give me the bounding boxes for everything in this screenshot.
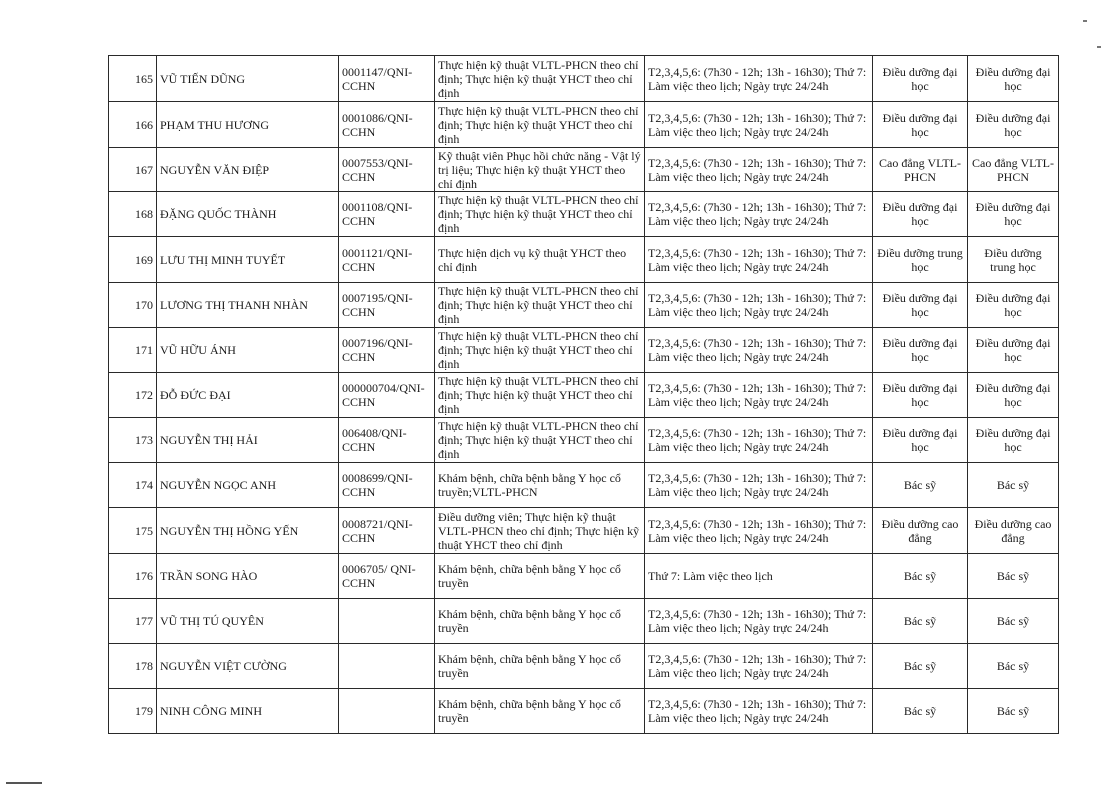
- practice-scope: Khám bệnh, chữa bệnh bằng Y học cổ truyền;VLTL-PHCN: [435, 463, 645, 508]
- staff-name: NINH CÔNG MINH: [157, 689, 339, 734]
- working-hours: T2,3,4,5,6: (7h30 - 12h; 13h - 16h30); Thứ 7: Làm việc theo lịch; Ngày trực 24/24h: [645, 644, 873, 689]
- practice-scope: Thực hiện kỹ thuật VLTL-PHCN theo chỉ định; Thực hiện kỹ thuật YHCT theo chỉ định: [435, 192, 645, 237]
- professional-title: Bác sỹ: [968, 463, 1059, 508]
- certificate-number: 0007195/QNI-CCHN: [339, 283, 435, 328]
- professional-title: Bác sỹ: [968, 599, 1059, 644]
- staff-name: NGUYỄN VĂN ĐIỆP: [157, 148, 339, 192]
- certificate-number: 000000704/QNI-CCHN: [339, 373, 435, 418]
- staff-roster-table: [108, 55, 1059, 734]
- table-row: [109, 56, 1059, 102]
- table-row: [109, 599, 1059, 644]
- table-row: [109, 644, 1059, 689]
- professional-title: Điều dưỡng trung học: [968, 237, 1059, 283]
- professional-title: Điều dưỡng đại học: [968, 418, 1059, 463]
- row-number: 171: [109, 328, 157, 373]
- professional-title: Bác sỹ: [968, 554, 1059, 599]
- practice-scope: Thực hiện kỹ thuật VLTL-PHCN theo chỉ định; Thực hiện kỹ thuật YHCT theo chỉ định: [435, 373, 645, 418]
- certificate-number: 0006705/ QNI-CCHN: [339, 554, 435, 599]
- table-row: [109, 373, 1059, 418]
- table-row: [109, 237, 1059, 283]
- row-number: 178: [109, 644, 157, 689]
- practice-scope: Khám bệnh, chữa bệnh bằng Y học cổ truyền: [435, 689, 645, 734]
- row-number: 173: [109, 418, 157, 463]
- professional-title: Điều dưỡng đại học: [968, 328, 1059, 373]
- working-hours: T2,3,4,5,6: (7h30 - 12h; 13h - 16h30); Thứ 7: Làm việc theo lịch; Ngày trực 24/24h: [645, 373, 873, 418]
- working-hours: T2,3,4,5,6: (7h30 - 12h; 13h - 16h30); Thứ 7: Làm việc theo lịch; Ngày trực 24/24h: [645, 56, 873, 102]
- table-row: [109, 508, 1059, 554]
- row-number: 175: [109, 508, 157, 554]
- working-hours: T2,3,4,5,6: (7h30 - 12h; 13h - 16h30); Thứ 7: Làm việc theo lịch; Ngày trực 24/24h: [645, 418, 873, 463]
- row-number: 166: [109, 102, 157, 148]
- certificate-number: 0008721/QNI-CCHN: [339, 508, 435, 554]
- working-hours: Thứ 7: Làm việc theo lịch: [645, 554, 873, 599]
- practice-scope: Điều dưỡng viên; Thực hiện kỹ thuật VLTL-PHCN theo chỉ định; Thực hiện kỹ thuật YHCT theo chỉ định: [435, 508, 645, 554]
- qualification: Bác sỹ: [873, 644, 968, 689]
- professional-title: Bác sỹ: [968, 644, 1059, 689]
- practice-scope: Thực hiện kỹ thuật VLTL-PHCN theo chỉ định; Thực hiện kỹ thuật YHCT theo chỉ định: [435, 328, 645, 373]
- table-row: [109, 689, 1059, 734]
- qualification: Điều dưỡng đại học: [873, 328, 968, 373]
- table-row: [109, 102, 1059, 148]
- table-row: [109, 418, 1059, 463]
- professional-title: Điều dưỡng cao đẳng: [968, 508, 1059, 554]
- qualification: Bác sỹ: [873, 689, 968, 734]
- staff-name: NGUYỄN THỊ HỒNG YẾN: [157, 508, 339, 554]
- certificate-number: 0001086/QNI-CCHN: [339, 102, 435, 148]
- qualification: Cao đẳng VLTL-PHCN: [873, 148, 968, 192]
- qualification: Điều dưỡng đại học: [873, 283, 968, 328]
- working-hours: T2,3,4,5,6: (7h30 - 12h; 13h - 16h30); Thứ 7: Làm việc theo lịch; Ngày trực 24/24h: [645, 328, 873, 373]
- professional-title: Điều dưỡng đại học: [968, 192, 1059, 237]
- table-row: [109, 463, 1059, 508]
- staff-name: PHẠM THU HƯƠNG: [157, 102, 339, 148]
- staff-name: NGUYỄN NGỌC ANH: [157, 463, 339, 508]
- row-number: 170: [109, 283, 157, 328]
- working-hours: T2,3,4,5,6: (7h30 - 12h; 13h - 16h30); Thứ 7: Làm việc theo lịch; Ngày trực 24/24h: [645, 283, 873, 328]
- certificate-number: 0001108/QNI-CCHN: [339, 192, 435, 237]
- qualification: Điều dưỡng đại học: [873, 418, 968, 463]
- row-number: 168: [109, 192, 157, 237]
- working-hours: T2,3,4,5,6: (7h30 - 12h; 13h - 16h30); Thứ 7: Làm việc theo lịch; Ngày trực 24/24h: [645, 463, 873, 508]
- staff-name: ĐỖ ĐỨC ĐẠI: [157, 373, 339, 418]
- table-row: [109, 148, 1059, 192]
- row-number: 172: [109, 373, 157, 418]
- professional-title: Điều dưỡng đại học: [968, 373, 1059, 418]
- practice-scope: Kỹ thuật viên Phục hồi chức năng - Vật lý trị liệu; Thực hiện kỹ thuật YHCT theo chỉ định: [435, 148, 645, 192]
- practice-scope: Thực hiện kỹ thuật VLTL-PHCN theo chỉ định; Thực hiện kỹ thuật YHCT theo chỉ định: [435, 283, 645, 328]
- certificate-number: 0001121/QNI-CCHN: [339, 237, 435, 283]
- staff-name: TRẦN SONG HÀO: [157, 554, 339, 599]
- working-hours: T2,3,4,5,6: (7h30 - 12h; 13h - 16h30); Thứ 7: Làm việc theo lịch; Ngày trực 24/24h: [645, 102, 873, 148]
- working-hours: T2,3,4,5,6: (7h30 - 12h; 13h - 16h30); Thứ 7: Làm việc theo lịch; Ngày trực 24/24h: [645, 192, 873, 237]
- qualification: Điều dưỡng đại học: [873, 56, 968, 102]
- row-number: 176: [109, 554, 157, 599]
- table-row: [109, 328, 1059, 373]
- staff-name: NGUYỄN VIỆT CƯỜNG: [157, 644, 339, 689]
- row-number: 174: [109, 463, 157, 508]
- qualification: Điều dưỡng đại học: [873, 192, 968, 237]
- qualification: Bác sỹ: [873, 554, 968, 599]
- working-hours: T2,3,4,5,6: (7h30 - 12h; 13h - 16h30); Thứ 7: Làm việc theo lịch; Ngày trực 24/24h: [645, 508, 873, 554]
- certificate-number: 0007196/QNI-CCHN: [339, 328, 435, 373]
- qualification: Điều dưỡng đại học: [873, 373, 968, 418]
- certificate-number: [339, 599, 435, 644]
- row-number: 167: [109, 148, 157, 192]
- staff-name: LƯƠNG THỊ THANH NHÀN: [157, 283, 339, 328]
- working-hours: T2,3,4,5,6: (7h30 - 12h; 13h - 16h30); Thứ 7: Làm việc theo lịch; Ngày trực 24/24h: [645, 599, 873, 644]
- qualification: Điều dưỡng đại học: [873, 102, 968, 148]
- row-number: 179: [109, 689, 157, 734]
- practice-scope: Thực hiện kỹ thuật VLTL-PHCN theo chỉ định; Thực hiện kỹ thuật YHCT theo chỉ định: [435, 418, 645, 463]
- professional-title: Điều dưỡng đại học: [968, 102, 1059, 148]
- table-row: [109, 554, 1059, 599]
- staff-name: ĐẶNG QUỐC THÀNH: [157, 192, 339, 237]
- practice-scope: Khám bệnh, chữa bệnh bằng Y học cổ truyền: [435, 599, 645, 644]
- practice-scope: Thực hiện kỹ thuật VLTL-PHCN theo chỉ định; Thực hiện kỹ thuật YHCT theo chỉ định: [435, 102, 645, 148]
- practice-scope: Khám bệnh, chữa bệnh bằng Y học cổ truyền: [435, 644, 645, 689]
- scan-edge-line: [6, 782, 42, 784]
- practice-scope: Thực hiện dịch vụ kỹ thuật YHCT theo chỉ định: [435, 237, 645, 283]
- qualification: Bác sỹ: [873, 599, 968, 644]
- qualification: Điều dưỡng cao đẳng: [873, 508, 968, 554]
- practice-scope: Khám bệnh, chữa bệnh bằng Y học cổ truyền: [435, 554, 645, 599]
- professional-title: Điều dưỡng đại học: [968, 283, 1059, 328]
- professional-title: Cao đẳng VLTL-PHCN: [968, 148, 1059, 192]
- staff-name: LƯU THỊ MINH TUYẾT: [157, 237, 339, 283]
- staff-name: VŨ THỊ TÚ QUYÊN: [157, 599, 339, 644]
- row-number: 169: [109, 237, 157, 283]
- practice-scope: Thực hiện kỹ thuật VLTL-PHCN theo chỉ định; Thực hiện kỹ thuật YHCT theo chỉ định: [435, 56, 645, 102]
- working-hours: T2,3,4,5,6: (7h30 - 12h; 13h - 16h30); Thứ 7: Làm việc theo lịch; Ngày trực 24/24h: [645, 148, 873, 192]
- certificate-number: 0007553/QNI-CCHN: [339, 148, 435, 192]
- working-hours: T2,3,4,5,6: (7h30 - 12h; 13h - 16h30); Thứ 7: Làm việc theo lịch; Ngày trực 24/24h: [645, 689, 873, 734]
- qualification: Điều dưỡng trung học: [873, 237, 968, 283]
- qualification: Bác sỹ: [873, 463, 968, 508]
- certificate-number: [339, 689, 435, 734]
- scan-speck: [1097, 46, 1101, 48]
- roster-body: [109, 56, 1059, 734]
- certificate-number: 0001147/QNI-CCHN: [339, 56, 435, 102]
- professional-title: Bác sỹ: [968, 689, 1059, 734]
- certificate-number: [339, 644, 435, 689]
- professional-title: Điều dưỡng đại học: [968, 56, 1059, 102]
- certificate-number: 0008699/QNI-CCHN: [339, 463, 435, 508]
- staff-roster-sheet: [108, 55, 1058, 734]
- table-row: [109, 283, 1059, 328]
- staff-name: NGUYỄN THỊ HẢI: [157, 418, 339, 463]
- staff-name: VŨ HỮU ÁNH: [157, 328, 339, 373]
- row-number: 177: [109, 599, 157, 644]
- table-row: [109, 192, 1059, 237]
- staff-name: VŨ TIẾN DŨNG: [157, 56, 339, 102]
- certificate-number: 006408/QNI-CCHN: [339, 418, 435, 463]
- scan-speck: [1083, 20, 1087, 22]
- working-hours: T2,3,4,5,6: (7h30 - 12h; 13h - 16h30); Thứ 7: Làm việc theo lịch; Ngày trực 24/24h: [645, 237, 873, 283]
- row-number: 165: [109, 56, 157, 102]
